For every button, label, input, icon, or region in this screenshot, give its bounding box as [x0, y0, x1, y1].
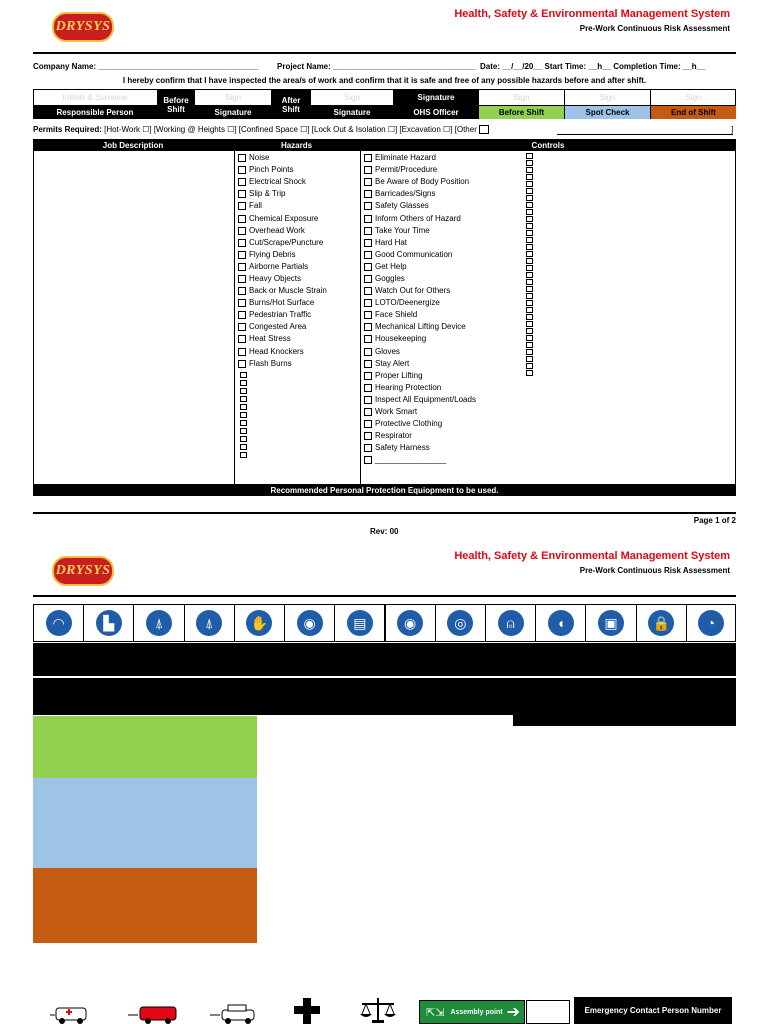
hazard-label: Head Knockers	[249, 346, 304, 356]
hazard-label: Airborne Partials	[249, 261, 309, 271]
control-item[interactable]	[364, 346, 524, 358]
respirator-icon: ◉	[397, 610, 423, 636]
hazard-blank-checkbox[interactable]	[240, 412, 247, 418]
page2-subtitle: Pre-Work Continuous Risk Assessment	[579, 566, 730, 575]
ppe-cell	[83, 604, 134, 642]
control-checkbox[interactable]	[364, 323, 372, 331]
company-name-field[interactable]: Company Name: ____________________________________	[33, 62, 259, 71]
controls-header: Controls	[531, 140, 565, 150]
control-blank-checkbox[interactable]	[526, 370, 533, 376]
control-checkbox[interactable]	[364, 456, 372, 464]
control-checkbox[interactable]	[364, 360, 372, 368]
permits-label: Permits Required:	[33, 125, 102, 134]
control-label: Watch Out for Others	[375, 286, 451, 296]
control-blank-checkbox[interactable]	[526, 223, 533, 229]
control-blank-checkbox[interactable]	[526, 160, 533, 166]
welding-mask-icon: ▣	[598, 610, 624, 636]
control-checkbox[interactable]	[364, 202, 372, 210]
lock-out-icon: 🔒	[648, 610, 674, 636]
hazard-item[interactable]	[238, 176, 358, 188]
other-permit-checkbox[interactable]	[479, 125, 489, 134]
end-shift-sign-field[interactable]: Sign	[685, 93, 702, 102]
hazard-blank-checkbox[interactable]	[240, 372, 247, 378]
assembly-point-label: Assembly point	[450, 1008, 503, 1016]
control-checkbox[interactable]	[364, 178, 372, 186]
control-checkbox[interactable]	[364, 275, 372, 283]
control-checkbox[interactable]	[364, 227, 372, 235]
page-subtitle: Pre-Work Continuous Risk Assessment	[579, 24, 730, 33]
face-shield-icon: ◖	[548, 610, 574, 636]
responsible-person-label: Responsible Person	[33, 105, 157, 119]
hard-hat-icon: ◠	[46, 610, 72, 636]
control-label: ________________	[375, 455, 447, 465]
hazard-label: Heat Stress	[249, 334, 291, 344]
ppe-cell	[686, 604, 736, 642]
hazard-checkbox[interactable]	[238, 154, 246, 162]
control-item[interactable]	[364, 418, 524, 430]
hazard-item[interactable]	[238, 358, 358, 370]
control-blank-checkbox[interactable]	[526, 356, 533, 362]
hazard-item[interactable]	[238, 261, 358, 273]
control-blank-checkbox[interactable]	[526, 300, 533, 306]
initials-surname-field[interactable]: Initials & Surname	[62, 93, 128, 102]
control-blank-checkbox[interactable]	[526, 181, 533, 187]
face-mask-icon: ◉	[297, 610, 323, 636]
hazard-blank-checkbox[interactable]	[240, 380, 247, 386]
hazard-item[interactable]	[238, 346, 358, 358]
ppe-cell	[234, 604, 285, 642]
ppe-bar: Recommended Personal Protection Equiopment to be used.	[33, 484, 736, 496]
hazard-checkbox[interactable]	[238, 360, 246, 368]
control-item[interactable]	[364, 454, 524, 466]
hazard-item[interactable]	[238, 321, 358, 333]
hazard-checkbox[interactable]	[238, 311, 246, 319]
hazard-label: Cut/Scrape/Puncture	[249, 237, 324, 247]
control-checkbox[interactable]	[364, 396, 372, 404]
job-description-header: Job Description	[102, 140, 164, 150]
hazard-blank-checkbox[interactable]	[240, 428, 247, 434]
control-blank-checkbox[interactable]	[526, 286, 533, 292]
before-shift-ohs-sign-field[interactable]: Sign	[479, 90, 565, 105]
control-blank-checkbox[interactable]	[526, 293, 533, 299]
hazard-checkbox[interactable]	[238, 190, 246, 198]
ppe-cell	[585, 604, 636, 642]
first-aid-icon	[293, 998, 321, 1024]
hazard-checkbox[interactable]	[238, 251, 246, 259]
control-item[interactable]	[364, 430, 524, 442]
other-permit-line[interactable]	[557, 134, 733, 135]
gloves-icon: ✋	[246, 610, 272, 636]
control-label: Stay Alert	[375, 358, 410, 368]
control-item[interactable]	[364, 358, 524, 370]
ppe-cell	[33, 604, 84, 642]
control-checkbox[interactable]	[364, 263, 372, 271]
control-label: Get Help	[375, 261, 407, 271]
control-label: Hearing Protection	[375, 382, 442, 392]
revision: Rev: 00	[370, 527, 399, 536]
signature-label: Signature	[195, 105, 271, 119]
control-checkbox[interactable]	[364, 384, 372, 392]
page2-title: Health, Safety & Environmental Management System	[454, 550, 730, 562]
hazard-blank-checkbox[interactable]	[240, 444, 247, 450]
control-blank-checkbox[interactable]	[526, 153, 533, 159]
hazard-checkbox[interactable]	[238, 166, 246, 174]
hazard-label: Congested Area	[249, 322, 307, 332]
control-item[interactable]	[364, 309, 524, 321]
control-label: Gloves	[375, 346, 400, 356]
hearing-protection-icon: ◎	[447, 610, 473, 636]
control-item[interactable]	[364, 237, 524, 249]
control-checkbox[interactable]	[364, 372, 372, 380]
hazard-item[interactable]	[238, 164, 358, 176]
control-blank-checkbox[interactable]	[526, 321, 533, 327]
spot-check-badge: Spot Check	[565, 105, 651, 119]
control-checkbox[interactable]	[364, 311, 372, 319]
end-of-shift-badge: End of Shift	[651, 105, 736, 119]
ppe-cell	[184, 604, 235, 642]
hazard-label: Electrical Shock	[249, 177, 306, 187]
control-blank-checkbox[interactable]	[526, 202, 533, 208]
control-blank-checkbox[interactable]	[526, 216, 533, 222]
coverall-icon: ⍋	[196, 610, 222, 636]
control-blank-checkbox[interactable]	[526, 314, 533, 320]
control-blank-checkbox[interactable]	[526, 188, 533, 194]
control-checkbox[interactable]	[364, 166, 372, 174]
control-checkbox[interactable]	[364, 154, 372, 162]
safety-boots-icon: ▙	[96, 610, 122, 636]
control-label: Good Communication	[375, 249, 453, 259]
black-bar-3	[513, 714, 736, 726]
ppe-cell	[535, 604, 586, 642]
control-item[interactable]	[364, 370, 524, 382]
hazard-checkbox[interactable]	[238, 335, 246, 343]
hazard-label: Fall	[249, 201, 262, 211]
hazard-item[interactable]	[238, 152, 358, 164]
control-blank-checkbox[interactable]	[526, 328, 533, 334]
hazard-checkbox[interactable]	[238, 323, 246, 331]
control-checkbox[interactable]	[364, 215, 372, 223]
ppe-cell	[385, 604, 436, 642]
job-description-area[interactable]	[35, 152, 231, 482]
control-checklist	[364, 152, 524, 466]
hazard-item[interactable]	[238, 309, 358, 321]
ohs-officer-label: OHS Officer	[393, 105, 479, 119]
control-blank-checkbox[interactable]	[526, 244, 533, 250]
footer-divider	[33, 512, 736, 514]
column-divider	[360, 151, 361, 484]
page-number: Page 1 of 2	[693, 516, 736, 525]
hazard-label: Pedestrian Traffic	[249, 310, 312, 320]
control-label: Take Your Time	[375, 225, 430, 235]
before-shift-badge: Before Shift	[479, 105, 565, 119]
company-logo: DRYSYS	[52, 12, 114, 42]
police-car-icon	[208, 1000, 256, 1024]
hazard-checklist	[238, 152, 358, 370]
ppe-cell	[284, 604, 335, 642]
assembly-people-icon: ⇱⇲	[426, 1006, 445, 1019]
hazard-checkbox[interactable]	[238, 299, 246, 307]
hazard-item[interactable]	[238, 237, 358, 249]
ppe-cell	[334, 604, 385, 642]
assembly-blank-box[interactable]	[526, 1000, 570, 1024]
safety-harness-icon: ⍝	[498, 610, 524, 636]
hazards-header: Hazards	[280, 140, 313, 150]
hazard-blank-checkbox[interactable]	[240, 396, 247, 402]
control-item[interactable]	[364, 321, 524, 333]
control-blank-checkbox[interactable]	[526, 342, 533, 348]
assembly-point-sign	[419, 1000, 525, 1024]
hazard-blank-checkbox[interactable]	[240, 452, 247, 458]
fire-truck-icon	[126, 1000, 178, 1024]
control-blank-checkbox[interactable]	[526, 279, 533, 285]
hazard-blank-boxes	[240, 372, 247, 460]
hazard-checkbox[interactable]	[238, 215, 246, 223]
hazard-item[interactable]	[238, 200, 358, 212]
permits-close: ]	[731, 125, 734, 134]
hazard-checkbox[interactable]	[238, 287, 246, 295]
arrow-right-icon: ➔	[506, 1004, 520, 1021]
dust-mask-icon: ◔	[698, 610, 724, 636]
page-title: Health, Safety & Environmental Management System	[454, 8, 730, 20]
ppe-cell	[133, 604, 184, 642]
ppe-cell	[435, 604, 486, 642]
overalls-icon: ⍋	[146, 610, 172, 636]
control-blank-checkbox[interactable]	[526, 349, 533, 355]
control-label: Protective Clothing	[375, 419, 443, 429]
control-blank-checkbox[interactable]	[526, 335, 533, 341]
control-blank-checkbox[interactable]	[526, 363, 533, 369]
hazard-item[interactable]	[238, 188, 358, 200]
emergency-contact-label: Emergency Contact Person Number	[574, 997, 732, 1024]
hazard-item[interactable]	[238, 212, 358, 224]
control-checkbox[interactable]	[364, 432, 372, 440]
date-time-field[interactable]: Date: __/__/20__ Start Time: __h__ Completion Time: __h__	[480, 62, 706, 71]
scales-icon	[358, 998, 398, 1024]
hazard-label: Heavy Objects	[249, 273, 302, 283]
orange-block	[33, 868, 257, 943]
control-checkbox[interactable]	[364, 335, 372, 343]
control-checkbox[interactable]	[364, 444, 372, 452]
page2-header-divider	[33, 595, 736, 597]
control-blank-checkbox[interactable]	[526, 258, 533, 264]
hazard-label: Burns/Hot Surface	[249, 298, 315, 308]
hazard-label: Slip & Trip	[249, 189, 286, 199]
control-checkbox[interactable]	[364, 287, 372, 295]
control-blank-checkbox[interactable]	[526, 174, 533, 180]
hazard-blank-checkbox[interactable]	[240, 420, 247, 426]
control-item[interactable]	[364, 212, 524, 224]
hazard-label: Overhead Work	[249, 225, 305, 235]
green-block	[33, 716, 257, 778]
control-label: Inspect All Equipment/Loads	[375, 394, 476, 404]
control-label: Barricades/Signs	[375, 189, 436, 199]
control-label: Goggles	[375, 273, 405, 283]
control-label: Face Shield	[375, 310, 418, 320]
black-bar-1	[33, 643, 736, 676]
control-label: Permit/Procedure	[375, 165, 438, 175]
control-checkbox[interactable]	[364, 408, 372, 416]
control-label: Eliminate Hazard	[375, 153, 436, 163]
control-label: Mechanical Lifting Device	[375, 322, 466, 332]
black-bar-2	[33, 678, 736, 715]
control-checkbox[interactable]	[364, 420, 372, 428]
company-logo-page2: DRYSYS	[52, 556, 114, 586]
hazard-checkbox[interactable]	[238, 275, 246, 283]
hazard-blank-checkbox[interactable]	[240, 404, 247, 410]
hazard-item[interactable]	[238, 333, 358, 345]
ohs-signature-label: Signature	[393, 90, 479, 105]
control-checkbox[interactable]	[364, 239, 372, 247]
permits-options[interactable]: [Hot-Work ☐] [Working @ Heights ☐] [Confined Space ☐] [Lock Out & Isolation ☐] [Excavation ☐] [Other	[104, 125, 477, 134]
control-item[interactable]	[364, 394, 524, 406]
hazard-label: Chemical Exposure	[249, 213, 319, 223]
control-label: Housekeeping	[375, 334, 427, 344]
control-blank-checkbox[interactable]	[526, 209, 533, 215]
hazard-label: Flash Burns	[249, 358, 292, 368]
safety-vest-icon: ▤	[347, 610, 373, 636]
spot-check-sign-field[interactable]: Sign	[565, 90, 651, 105]
permits-required-row	[33, 125, 492, 134]
control-label: Proper Lifting	[375, 370, 423, 380]
control-checkbox[interactable]	[364, 348, 372, 356]
hazard-label: Noise	[249, 153, 270, 163]
header-divider	[33, 52, 736, 54]
control-item[interactable]	[364, 297, 524, 309]
control-checkbox[interactable]	[364, 190, 372, 198]
control-label: Be Aware of Body Position	[375, 177, 470, 187]
control-label: Safety Harness	[375, 443, 430, 453]
control-label: Work Smart	[375, 407, 418, 417]
hazard-blank-checkbox[interactable]	[240, 388, 247, 394]
column-divider	[234, 151, 235, 484]
after-signature-label: Signature	[311, 105, 393, 119]
hazard-item[interactable]	[238, 273, 358, 285]
hazard-checkbox[interactable]	[238, 239, 246, 247]
hazard-checkbox[interactable]	[238, 202, 246, 210]
hazard-item[interactable]	[238, 225, 358, 237]
hazard-checkbox[interactable]	[238, 227, 246, 235]
control-label: Respirator	[375, 431, 412, 441]
before-shift-label: Before Shift	[157, 90, 195, 119]
control-blank-checkbox[interactable]	[526, 230, 533, 236]
hazard-item[interactable]	[238, 249, 358, 261]
control-item[interactable]	[364, 249, 524, 261]
ppe-cell	[636, 604, 687, 642]
hazard-blank-checkbox[interactable]	[240, 436, 247, 442]
hazard-label: Flying Debris	[249, 249, 296, 259]
control-blank-checkbox[interactable]	[526, 195, 533, 201]
control-item[interactable]	[364, 200, 524, 212]
control-label: LOTO/Deenergize	[375, 298, 440, 308]
confirmation-statement: I hereby confirm that I have inspected the area/s of work and confirm that it is safe and free of any possible hazards before and after shift.	[122, 76, 647, 85]
control-label: Hard Hat	[375, 237, 408, 247]
after-shift-label: After Shift	[271, 90, 311, 119]
before-shift-sign-field[interactable]: Sign	[224, 93, 241, 102]
control-item[interactable]	[364, 382, 524, 394]
control-item[interactable]	[364, 261, 524, 273]
control-blank-checkbox[interactable]	[526, 307, 533, 313]
control-item[interactable]	[364, 188, 524, 200]
blue-block	[33, 778, 257, 868]
hazard-checkbox[interactable]	[238, 263, 246, 271]
ambulance-icon	[50, 1000, 94, 1024]
control-item[interactable]	[364, 152, 524, 164]
control-item[interactable]	[364, 273, 524, 285]
control-item[interactable]	[364, 285, 524, 297]
ppe-cell	[485, 604, 536, 642]
control-item[interactable]	[364, 164, 524, 176]
hazard-label: Back or Muscle Strain	[249, 286, 327, 296]
control-blank-boxes	[526, 153, 533, 377]
hazard-item[interactable]	[238, 297, 358, 309]
control-checkbox[interactable]	[364, 299, 372, 307]
control-blank-checkbox[interactable]	[526, 265, 533, 271]
hazard-item[interactable]	[238, 285, 358, 297]
after-shift-sign-field[interactable]: Sign	[343, 93, 360, 102]
control-blank-checkbox[interactable]	[526, 251, 533, 257]
control-label: Safety Glasses	[375, 201, 429, 211]
control-item[interactable]	[364, 442, 524, 454]
hazard-label: Pinch Points	[249, 165, 294, 175]
project-name-field[interactable]: Project Name: ________________________________	[277, 62, 476, 71]
hazard-checkbox[interactable]	[238, 348, 246, 356]
control-label: Inform Others of Hazard	[375, 213, 461, 223]
control-blank-checkbox[interactable]	[526, 237, 533, 243]
control-blank-checkbox[interactable]	[526, 167, 533, 173]
control-blank-checkbox[interactable]	[526, 272, 533, 278]
control-checkbox[interactable]	[364, 251, 372, 259]
control-item[interactable]	[364, 176, 524, 188]
hazard-checkbox[interactable]	[238, 178, 246, 186]
control-item[interactable]	[364, 406, 524, 418]
control-item[interactable]	[364, 333, 524, 345]
control-item[interactable]	[364, 225, 524, 237]
